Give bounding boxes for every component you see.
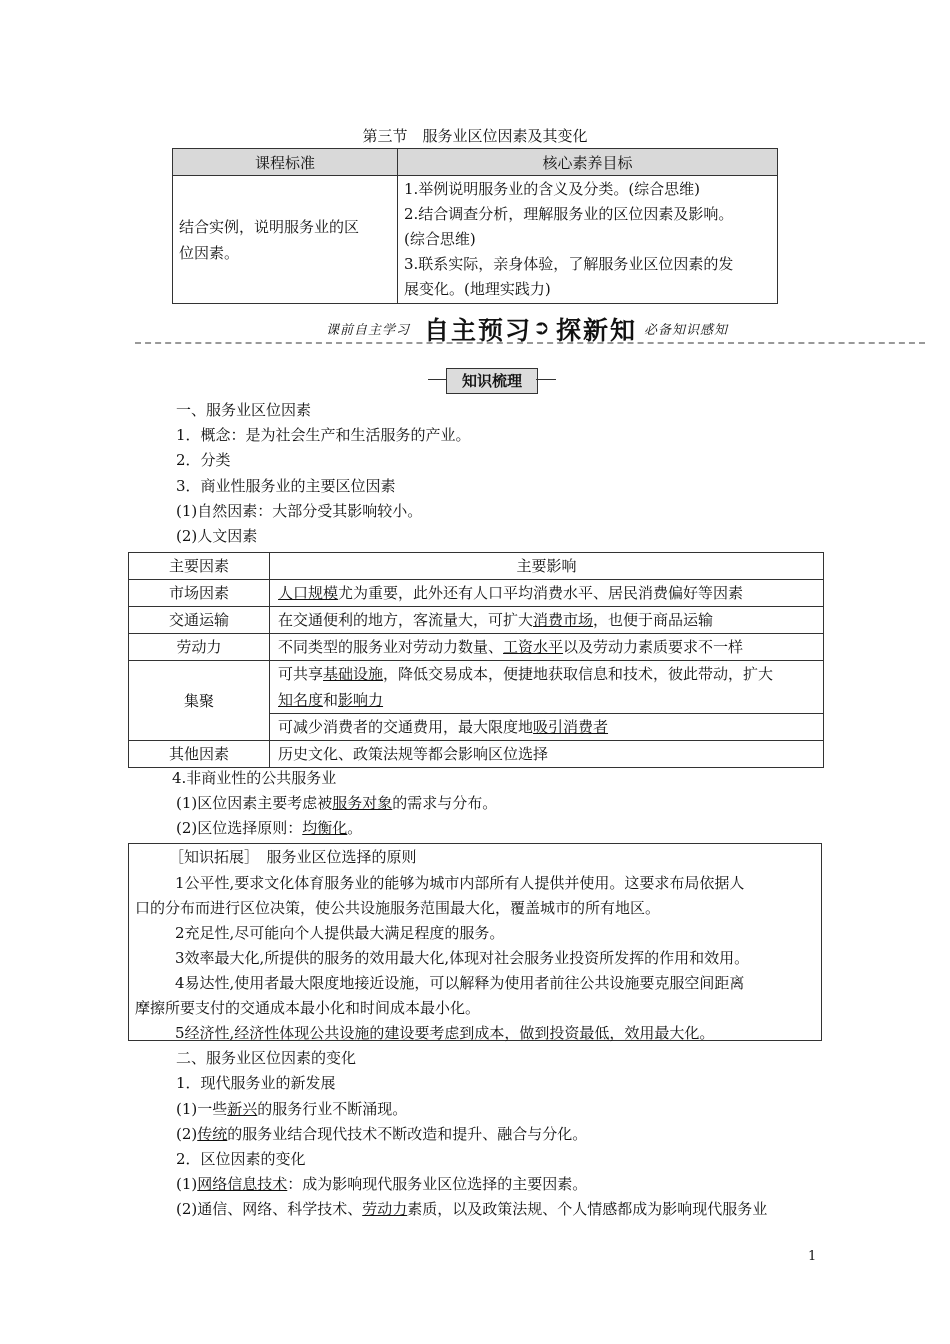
modern-service-line: 1．现代服务业的新发展 bbox=[176, 1074, 336, 1092]
factor-traffic-effect: 在交通便利的地方，客流量大，可扩大消费市场，也便于商品运输 bbox=[270, 607, 824, 634]
factor-labor: 劳动力 bbox=[129, 634, 270, 661]
factors-header-2: 主要影响 bbox=[270, 553, 824, 580]
classification-line: 2．分类 bbox=[176, 451, 231, 469]
chevron-circle-icon: ➲ bbox=[533, 315, 552, 339]
factor-cluster: 集聚 bbox=[129, 661, 270, 741]
goals-text: 1.举例说明服务业的含义及分类。(综合思维) 2.结合调查分析，理解服务业的区位因素及影响。 (综合思维) 3.联系实际，亲身体验，了解服务业区位因素的发 展变化。(地理实践力) bbox=[398, 176, 778, 304]
other-factors-line: (2)通信、网络、科学技术、劳动力素质，以及政策法规、个人情感都成为影响现代服务业 bbox=[176, 1200, 768, 1218]
header-standard: 课程标准 bbox=[173, 149, 398, 176]
factor-market: 市场因素 bbox=[129, 580, 270, 607]
expansion-line-4: 3效率最大化,所提供的服务的效用最大化,体现对社会服务业投资所发挥的作用和效用。 bbox=[175, 949, 750, 967]
expansion-line-3: 2充足性,尽可能向个人提供最大满足程度的服务。 bbox=[175, 924, 505, 942]
network-tech-line: (1)网络信息技术：成为影响现代服务业区位选择的主要因素。 bbox=[176, 1175, 588, 1193]
factors-table bbox=[128, 552, 824, 768]
factor-other-effect: 历史文化、政策法规等都会影响区位选择 bbox=[270, 741, 824, 768]
human-factors-line: (2)人文因素 bbox=[176, 527, 258, 545]
public-service-principle: (2)区位选择原则：均衡化。 bbox=[176, 819, 363, 837]
course-standards-table bbox=[172, 148, 778, 304]
banner-right-label: 必备知识感知 bbox=[644, 323, 729, 338]
factor-traffic: 交通运输 bbox=[129, 607, 270, 634]
natural-factors-line: (1)自然因素：大部分受其影响较小。 bbox=[176, 502, 423, 520]
expansion-line-1: 1公平性,要求文化体育服务业的能够为城市内部所有人提供并使用。这要求布局依据人 bbox=[175, 874, 745, 892]
part1-heading: 一、服务业区位因素 bbox=[176, 401, 312, 419]
dashed-divider bbox=[135, 342, 925, 344]
traditional-service-line: (2)传统的服务业结合现代技术不断改造和提升、融合与分化。 bbox=[176, 1125, 588, 1143]
part2-heading: 二、服务业区位因素的变化 bbox=[176, 1049, 357, 1067]
banner-title-1: 自主预习 bbox=[424, 316, 533, 345]
public-service-factors: (1)区位因素主要考虑被服务对象的需求与分布。 bbox=[176, 794, 498, 812]
factor-cluster-effect-b: 可减少消费者的交通费用，最大限度地吸引消费者 bbox=[270, 714, 824, 741]
expansion-line-5: 4易达性,使用者最大限度地接近设施，可以解释为使用者前往公共设施要克服空间距离 bbox=[175, 974, 745, 992]
factor-other: 其他因素 bbox=[129, 741, 270, 768]
factor-change-line: 2．区位因素的变化 bbox=[176, 1150, 306, 1168]
expansion-line-2: 口的分布而进行区位决策，使公共设施服务范围最大化，覆盖城市的所有地区。 bbox=[135, 899, 661, 917]
standard-text: 结合实例，说明服务业的区 位因素。 bbox=[173, 176, 398, 304]
page-title: 第三节 服务业区位因素及其变化 bbox=[362, 127, 588, 145]
factor-market-effect: 人口规模尤为重要，此外还有人口平均消费水平、居民消费偏好等因素 bbox=[270, 580, 824, 607]
header-goals: 核心素养目标 bbox=[398, 149, 778, 176]
expansion-title: ［知识拓展］ 服务业区位选择的原则 bbox=[169, 848, 417, 866]
banner-title-2: 探新知 bbox=[556, 316, 638, 345]
section-badge bbox=[428, 368, 554, 394]
factors-header-1: 主要因素 bbox=[129, 553, 270, 580]
expansion-line-6: 摩擦所要支付的交通成本最小化和时间成本最小化。 bbox=[135, 999, 481, 1017]
factor-cluster-effect-a: 可共享基础设施，降低交易成本，便捷地获取信息和技术，彼此带动，扩大 知名度和影响力 bbox=[270, 661, 824, 714]
knowledge-expansion-box bbox=[128, 843, 822, 1041]
badge-line-right bbox=[536, 379, 556, 380]
expansion-line-7: 5经济性,经济性体现公共设施的建设要考虑到成本，做到投资最低，效用最大化。 bbox=[175, 1024, 715, 1042]
factor-labor-effect: 不同类型的服务业对劳动力数量、工资水平以及劳动力素质要求不一样 bbox=[270, 634, 824, 661]
page-number: 1 bbox=[808, 1249, 817, 1264]
public-service-line: 4.非商业性的公共服务业 bbox=[172, 769, 337, 787]
badge-label: 知识梳理 bbox=[446, 368, 538, 394]
commercial-factors-line: 3．商业性服务业的主要区位因素 bbox=[176, 477, 396, 495]
banner-left-label: 课前自主学习 bbox=[326, 323, 411, 338]
concept-line: 1．概念：是为社会生产和生活服务的产业。 bbox=[176, 426, 471, 444]
emerging-service-line: (1)一些新兴的服务行业不断涌现。 bbox=[176, 1100, 408, 1118]
badge-line-left bbox=[428, 379, 448, 380]
section-banner bbox=[0, 311, 950, 345]
